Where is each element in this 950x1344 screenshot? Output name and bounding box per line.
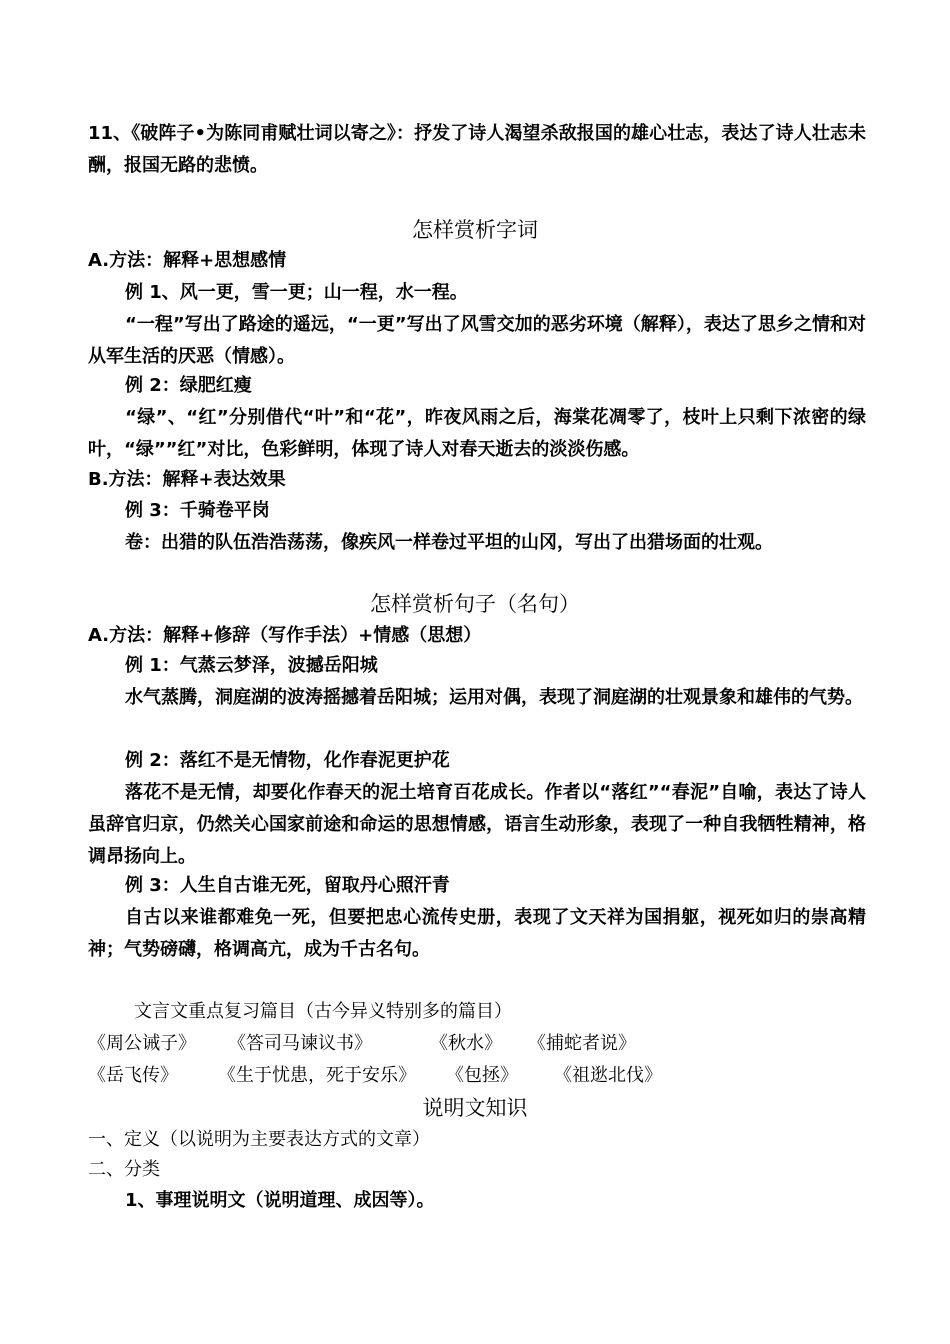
example-1-analysis-2: 水气蒸腾，洞庭湖的波涛摇撼着岳阳城；运用对偶，表现了洞庭湖的壮观景象和雄伟的气势。 [125, 687, 863, 708]
example-1-heading-2: 例 1：气蒸云梦泽，波撼岳阳城 [125, 655, 378, 676]
classical-text-item: 《答司马谏议书》 [228, 1033, 372, 1054]
example-2-heading-2: 例 2：落红不是无情物，化作春泥更护花 [125, 750, 450, 771]
section-title-sentences: 怎样赏析句子（名句） [370, 592, 580, 616]
example-1-analysis: “一程”写出了路途的遥远，“一更”写出了风雪交加的恶劣环境（解释），表达了思乡之情和对从军生活的厌恶（情感）。 [88, 314, 866, 367]
example-1-heading: 例 1、风一更，雪一更；山一程，水一程。 [125, 282, 468, 303]
method-a-label: A.方法：解释+思想感情 [88, 250, 287, 271]
classical-text-item: 《生于忧患，死于安乐》 [218, 1065, 416, 1086]
example-2-heading: 例 2：绿肥红瘦 [125, 375, 252, 396]
classical-texts-title: 文言文重点复习篇目（古今异义特别多的篇目） [134, 1001, 512, 1022]
example-2-analysis-2: 落花不是无情，却要化作春天的泥土培育百花成长。作者以“落红”“春泥”自喻，表达了诗人虽辞官归京，仍然关心国家前途和命运的思想情感，语言生动形象，表现了一种自我牺牲精神，格调昂扬向上。 [88, 782, 866, 867]
section-title-expository: 说明文知识 [422, 1096, 528, 1120]
classical-text-item: 《岳飞传》 [88, 1065, 178, 1086]
classical-text-item: 《秋水》 [430, 1033, 502, 1054]
item-11-paragraph: 11、《破阵子•为陈同甫赋壮词以寄之》：抒发了诗人渴望杀敌报国的雄心壮志，表达了诗人壮志未酬，报国无路的悲愤。 [88, 123, 866, 176]
classification-item-1: 1、事理说明文（说明道理、成因等）。 [125, 1190, 435, 1211]
definition-line: 一、定义（以说明为主要表达方式的文章） [88, 1129, 430, 1150]
classical-text-item: 《包拯》 [446, 1065, 518, 1086]
example-3-heading-2: 例 3：人生自古谁无死，留取丹心照汗青 [125, 875, 450, 896]
example-3-analysis-2: 自古以来谁都难免一死，但要把忠心流传史册，表现了文天祥为国捐躯，视死如归的崇高精神；气势磅礴，格调高亢，成为千古名句。 [88, 907, 866, 960]
example-3-heading: 例 3：千骑卷平岗 [125, 500, 270, 521]
method-a-label-2: A.方法：解释+修辞（写作手法）+情感（思想） [88, 625, 482, 646]
classical-text-item: 《祖逖北伐》 [554, 1065, 662, 1086]
classification-line: 二、分类 [88, 1159, 160, 1180]
classical-text-item: 《捕蛇者说》 [528, 1033, 636, 1054]
classical-text-item: 《周公诫子》 [88, 1033, 196, 1054]
example-3-analysis: 卷：出猎的队伍浩浩荡荡，像疾风一样卷过平坦的山冈，写出了出猎场面的壮观。 [125, 532, 773, 553]
section-title-words: 怎样赏析字词 [412, 218, 538, 242]
example-2-analysis: “绿”、“红”分别借代“叶”和“花”，昨夜风雨之后，海棠花凋零了，枝叶上只剩下浓密的绿叶，“绿””红”对比，色彩鲜明，体现了诗人对春天逝去的淡淡伤感。 [88, 407, 866, 460]
method-b-label: B.方法：解释+表达效果 [88, 469, 286, 490]
